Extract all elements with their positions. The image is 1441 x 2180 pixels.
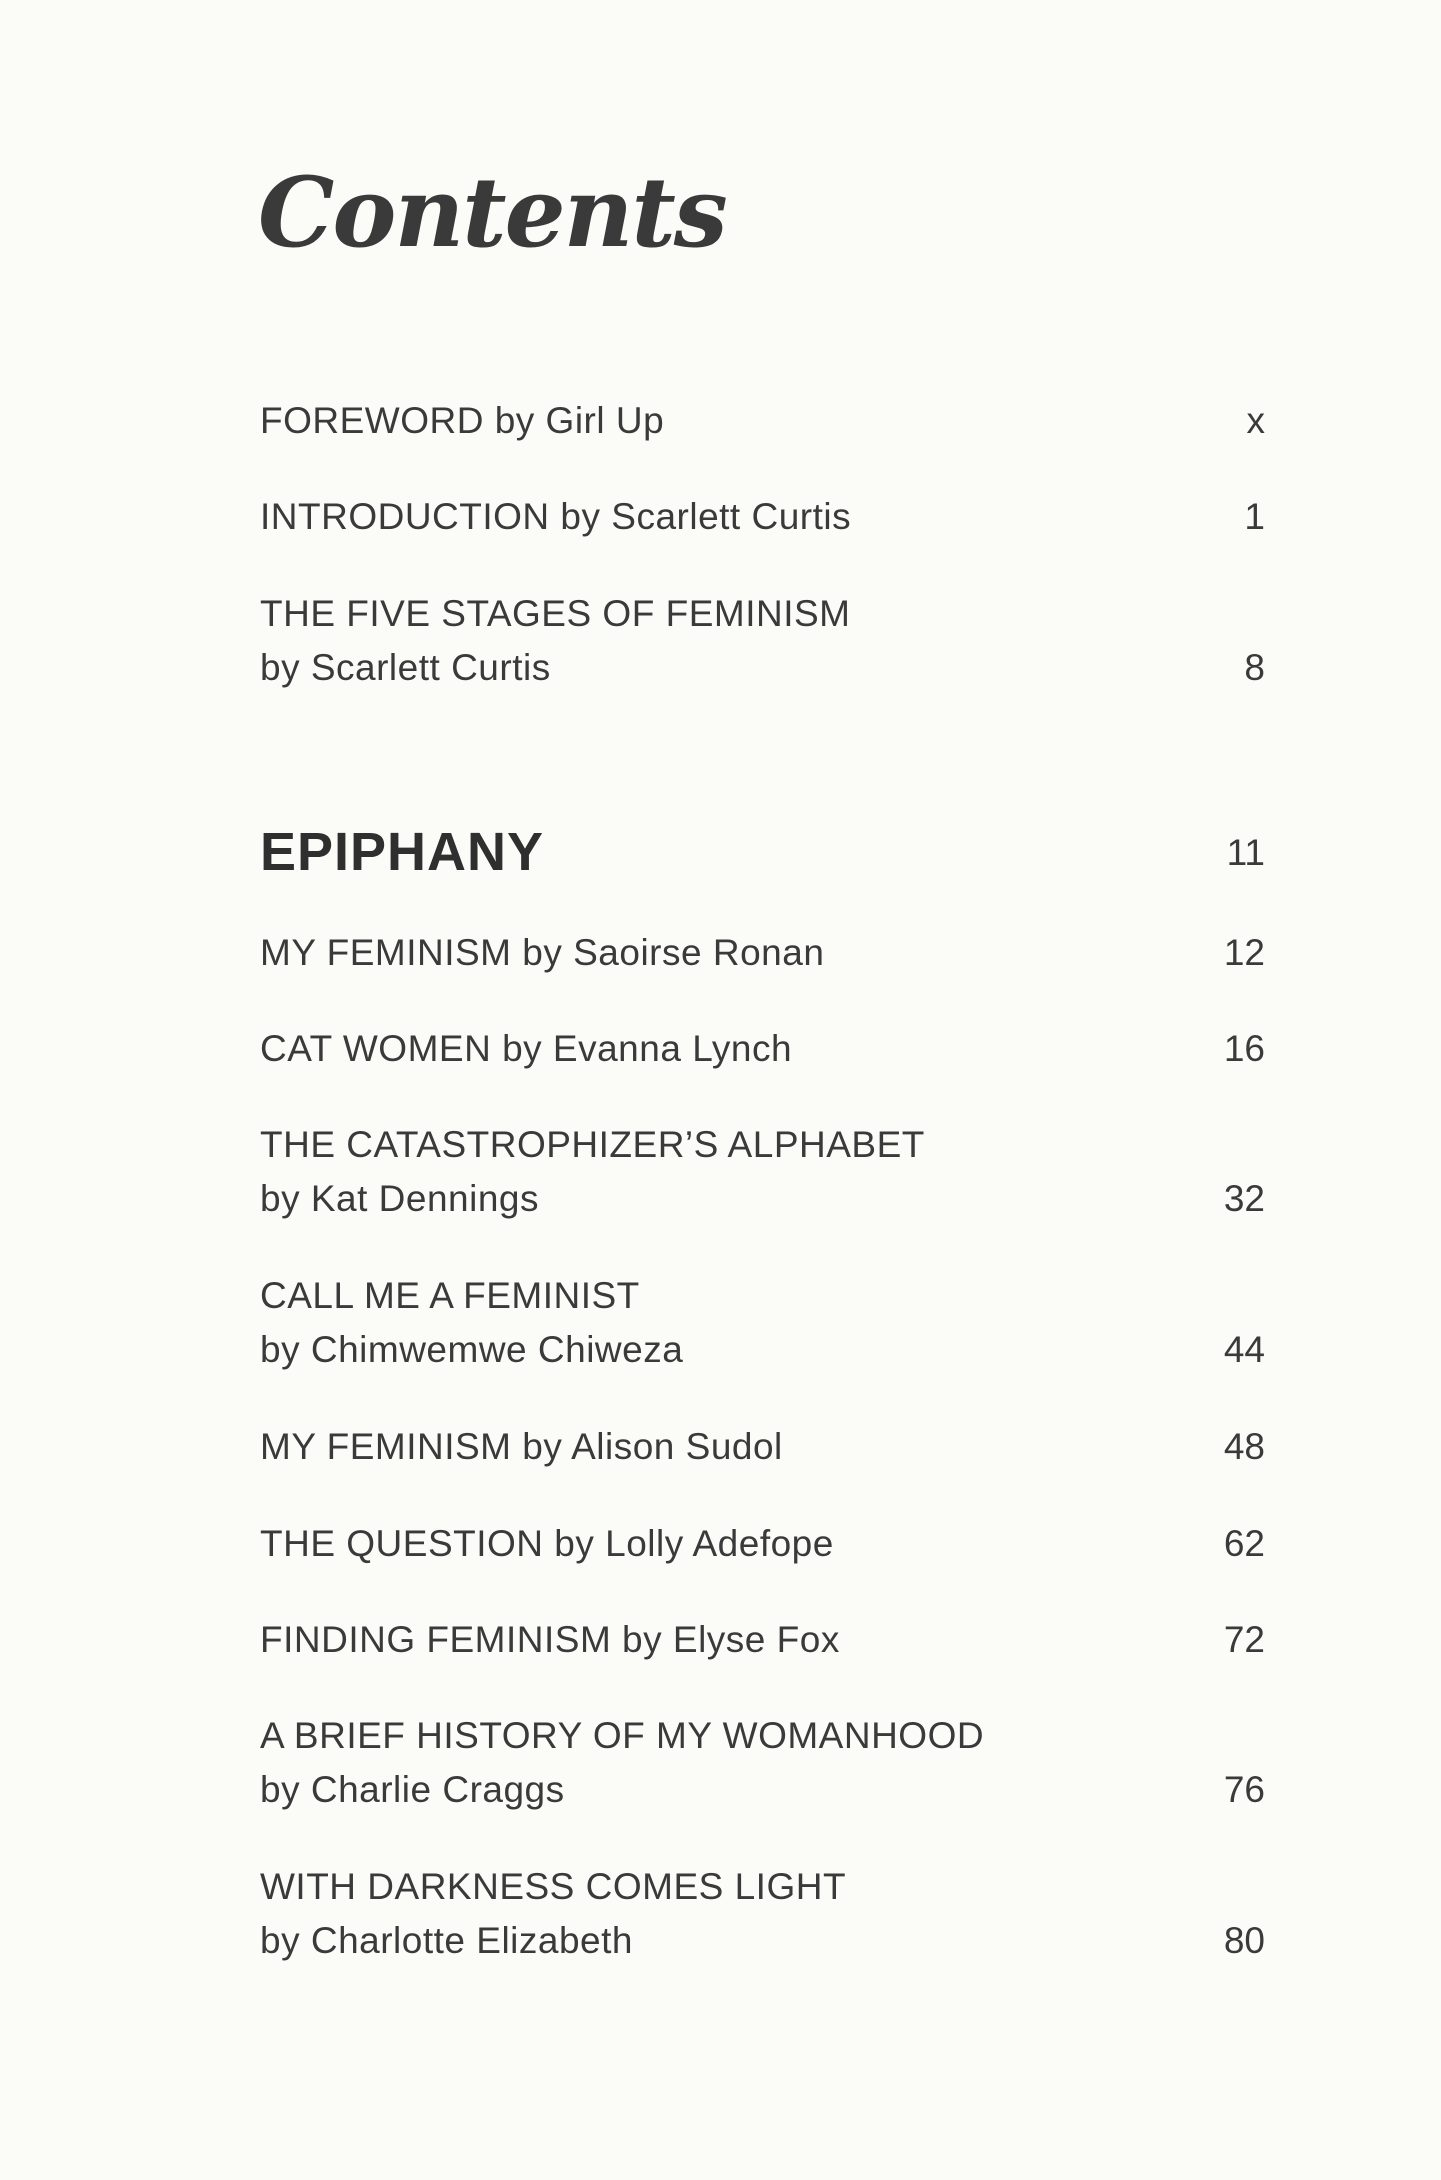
section-page-number: 11 xyxy=(1226,832,1265,873)
toc-entry-title: FOREWORD by Girl Up xyxy=(260,400,665,441)
toc-page-number: 12 xyxy=(1223,932,1265,973)
toc-entry-text xyxy=(260,490,851,544)
toc-entry-title: FINDING FEMINISM by Elyse Fox xyxy=(260,1619,840,1660)
section-heading: EPIPHANY xyxy=(260,822,545,882)
toc-entry-title: THE QUESTION by Lolly Adefope xyxy=(260,1523,834,1564)
toc-entry-text xyxy=(260,926,824,980)
toc-entry-text xyxy=(260,394,664,448)
toc-entry-title: A BRIEF HISTORY OF MY WOMANHOOD xyxy=(260,1715,985,1756)
toc-entry-author: by Chimwemwe Chiweza xyxy=(260,1329,684,1370)
toc-entry-title: THE CATASTROPHIZER’S ALPHABET xyxy=(260,1124,925,1165)
toc-entry-author: by Kat Dennings xyxy=(260,1178,540,1219)
toc-entry-text xyxy=(260,1860,846,1968)
toc-entry-title: WITH DARKNESS COMES LIGHT xyxy=(260,1866,847,1907)
toc-page-number: 44 xyxy=(1223,1329,1265,1370)
toc-page-number: 8 xyxy=(1244,647,1265,688)
toc-page-number: 32 xyxy=(1223,1178,1265,1219)
toc-entry-text xyxy=(260,587,850,695)
toc-page-number: 62 xyxy=(1223,1523,1265,1564)
toc-entry-author: by Charlotte Elizabeth xyxy=(260,1920,633,1961)
toc-entry-text xyxy=(260,1118,925,1226)
toc-page-number: 48 xyxy=(1223,1426,1265,1467)
toc-entry-text xyxy=(260,1613,840,1667)
toc-entry-title: INTRODUCTION by Scarlett Curtis xyxy=(260,496,852,537)
toc-entry-text xyxy=(260,1420,783,1474)
toc-entry-title: MY FEMINISM by Alison Sudol xyxy=(260,1426,783,1467)
toc-entry-title: CAT WOMEN by Evanna Lynch xyxy=(260,1028,793,1069)
toc-entry-text xyxy=(260,1517,834,1571)
toc-page-number: 80 xyxy=(1223,1920,1265,1961)
toc-page-number: x xyxy=(1246,400,1265,441)
toc-entry-title: THE FIVE STAGES OF FEMINISM xyxy=(260,593,851,634)
toc-entry-author: by Charlie Craggs xyxy=(260,1769,565,1810)
toc-entry-text xyxy=(260,1022,792,1076)
toc-page-number: 1 xyxy=(1244,496,1265,537)
toc-entry-text xyxy=(260,1269,683,1377)
toc-entry-text xyxy=(260,1709,984,1817)
toc-page-number: 76 xyxy=(1223,1769,1265,1810)
toc-page-number: 16 xyxy=(1223,1028,1265,1069)
toc-entry-title: MY FEMINISM by Saoirse Ronan xyxy=(260,932,825,973)
toc-entry-author: by Scarlett Curtis xyxy=(260,647,551,688)
toc-page-number: 72 xyxy=(1223,1619,1265,1660)
page-title: Contents xyxy=(258,156,726,269)
toc-entry-title: CALL ME A FEMINIST xyxy=(260,1275,640,1316)
